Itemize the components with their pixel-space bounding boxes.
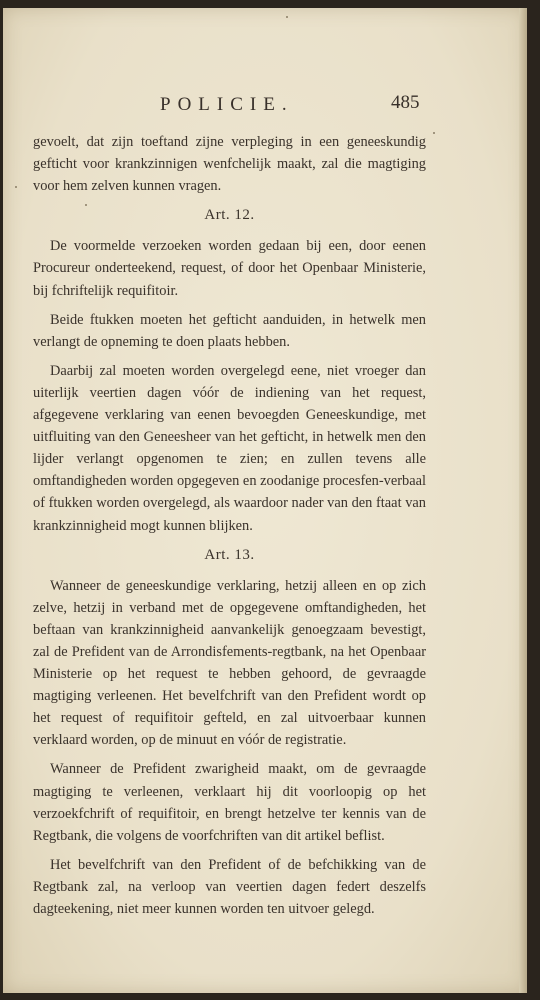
article-heading-13: Art. 13. xyxy=(204,546,255,563)
paragraph: De voormelde verzoeken worden gedaan bij een, door eenen Procureur onderteekend, request, of door het Openbaar Ministerie, bij fchriftelijk requifitoir. xyxy=(33,238,426,299)
paragraph: Beide ftukken moeten het gefticht aanduiden, in hetwelk men verlangt de opneming te doen plaats hebben. xyxy=(33,311,426,350)
body-text xyxy=(33,131,426,927)
paragraph: Het bevelfchrift van den Prefident of de befchikking van de Regtbank zal, na verloop van veertien dagen federt deszelfs dagteekening, niet meer kunnen worden ten uitvoer gelegd. xyxy=(33,856,426,917)
running-header xyxy=(3,94,527,124)
page-number: 485 xyxy=(391,92,420,113)
paragraph: Wanneer de geneeskundige verklaring, hetzij alleen en op zich zelve, hetzij in verband met de opgegevene omftandigheden, het beftaan van krankzinnigheid aanvankelijk genoegzaam bevestigt, zal de Prefident van de Arrondisfements-regtbank, na het Openbaar Ministerie op het request te hebben gehoord, de gevraagde magtiging verleenen. Het bevelfchrift van den Prefident wordt op het request of requifitoir gefteld, en zal uitvoerbaar kunnen verklaard worden, op de minuut en vóór de registratie. xyxy=(33,577,426,749)
paragraph: Wanneer de Prefident zwarigheid maakt, om de gevraagde magtiging te verleenen, verklaart hij dit voorloopig op het verzoekfchrift of requifitoir, en brengt hetzelve ter kennis van de Regtbank, die volgens de voorfchriften van dit artikel beflist. xyxy=(33,761,426,844)
paper-speck xyxy=(85,204,87,206)
paper-speck xyxy=(433,132,435,134)
running-title: POLICIE. xyxy=(160,94,294,115)
paper-speck xyxy=(15,186,17,188)
article-heading-12: Art. 12. xyxy=(204,207,255,224)
paper-speck xyxy=(286,16,288,18)
book-page xyxy=(3,8,527,993)
paragraph: Daarbij zal moeten worden overgelegd eene, niet vroeger dan uiterlijk veertien dagen vóór de indiening van het request, afgegevene verklaring van eenen bevoegden Geneeskundige, met uitfluiting van den Geneesheer van het gefticht, in hetwelk men den lijder verlangt opgenomen te zien; en zullen tevens alle omftandigheden worden opgegeven en zoodanige procesfen-verbaal of ftukken worden overgelegd, als waardoor nader van den ftaat van krankzinnigheid mogt kunnen blijken. xyxy=(33,362,426,534)
paragraph-continued: gevoelt, dat zijn toeftand zijne verpleging in een geneeskundig gefticht voor krankzinnigen wenfchelijk maakt, zal die magtiging voor hem zelven kunnen vragen. xyxy=(33,134,426,195)
page-gutter xyxy=(519,8,527,993)
